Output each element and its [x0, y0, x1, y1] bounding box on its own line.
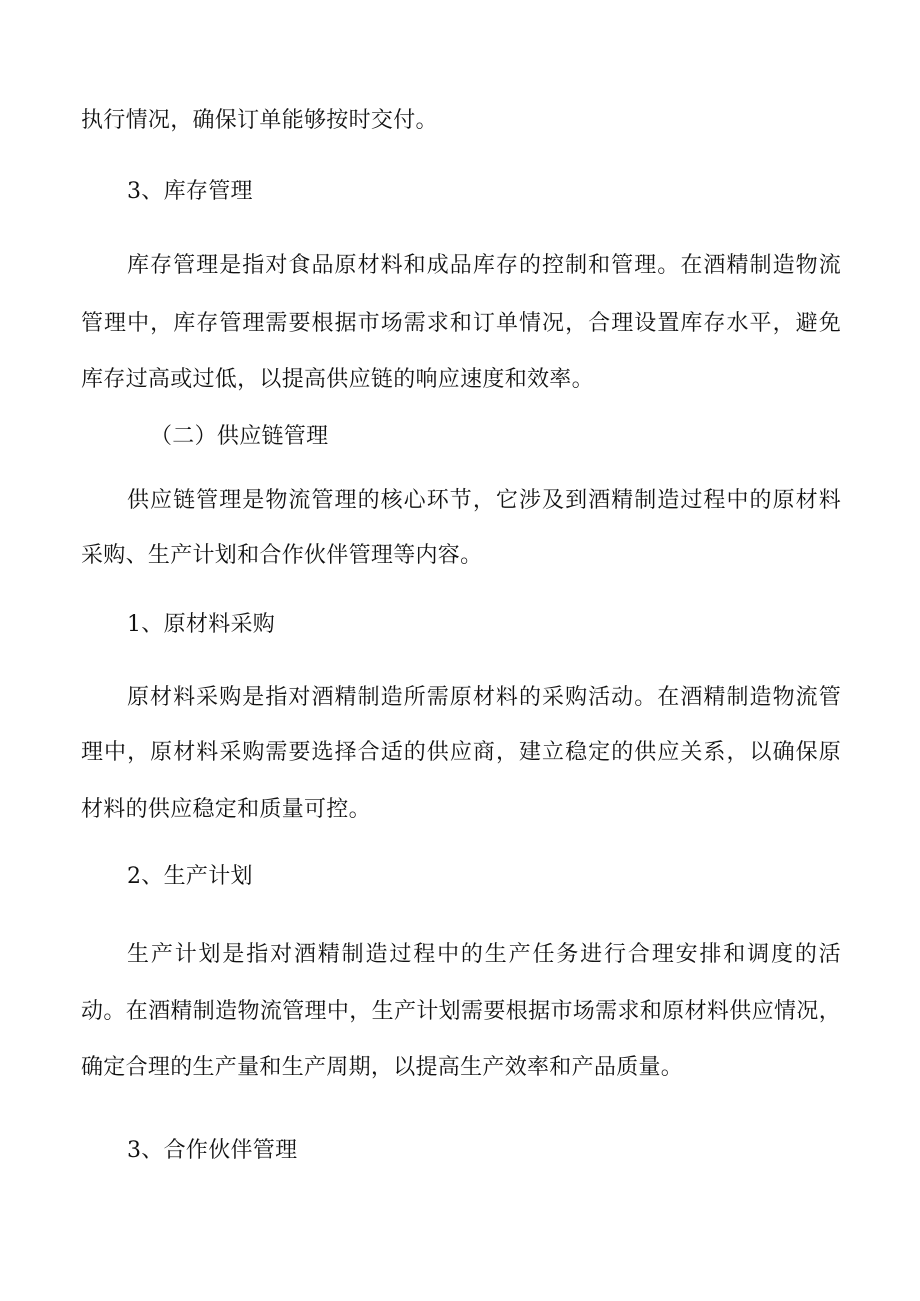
paragraph-inventory-line-1: 库存管理是指对食品原材料和成品库存的控制和管理。在酒精制造物流: [127, 253, 841, 278]
paragraph-supply-chain-line-2: 采购、生产计划和合作伙伴管理等内容。: [81, 543, 483, 568]
paragraph-inventory-line-3: 库存过高或过低，以提高供应链的响应速度和效率。: [81, 367, 594, 392]
paragraph-production-line-1: 生产计划是指对酒精制造过程中的生产任务进行合理安排和调度的活: [127, 942, 841, 967]
paragraph-procurement-line-3: 材料的供应稳定和质量可控。: [81, 797, 371, 822]
paragraph-supply-chain-line-1: 供应链管理是物流管理的核心环节，它涉及到酒精制造过程中的原材料: [127, 488, 841, 513]
paragraph-inventory-line-2: 管理中，库存管理需要根据市场需求和订单情况，合理设置库存水平，避免: [81, 311, 841, 336]
heading-inventory-management: 3、库存管理: [127, 179, 253, 204]
heading-partner-management: 3、合作伙伴管理: [127, 1138, 298, 1163]
paragraph-production-line-2: 动。在酒精制造物流管理中，生产计划需要根据市场需求和原材料供应情况，: [81, 999, 841, 1024]
heading-supply-chain-management: （二）供应链管理: [150, 424, 329, 449]
heading-raw-material-procurement: 1、原材料采购: [127, 612, 276, 637]
paragraph-continuation-line: 执行情况，确保订单能够按时交付。: [81, 108, 438, 133]
paragraph-production-line-3: 确定合理的生产量和生产周期，以提高生产效率和产品质量。: [81, 1055, 684, 1080]
paragraph-procurement-line-1: 原材料采购是指对酒精制造所需原材料的采购活动。在酒精制造物流管: [127, 685, 841, 710]
paragraph-procurement-line-2: 理中，原材料采购需要选择合适的供应商，建立稳定的供应关系，以确保原: [81, 740, 841, 765]
heading-production-planning: 2、生产计划: [127, 864, 253, 889]
